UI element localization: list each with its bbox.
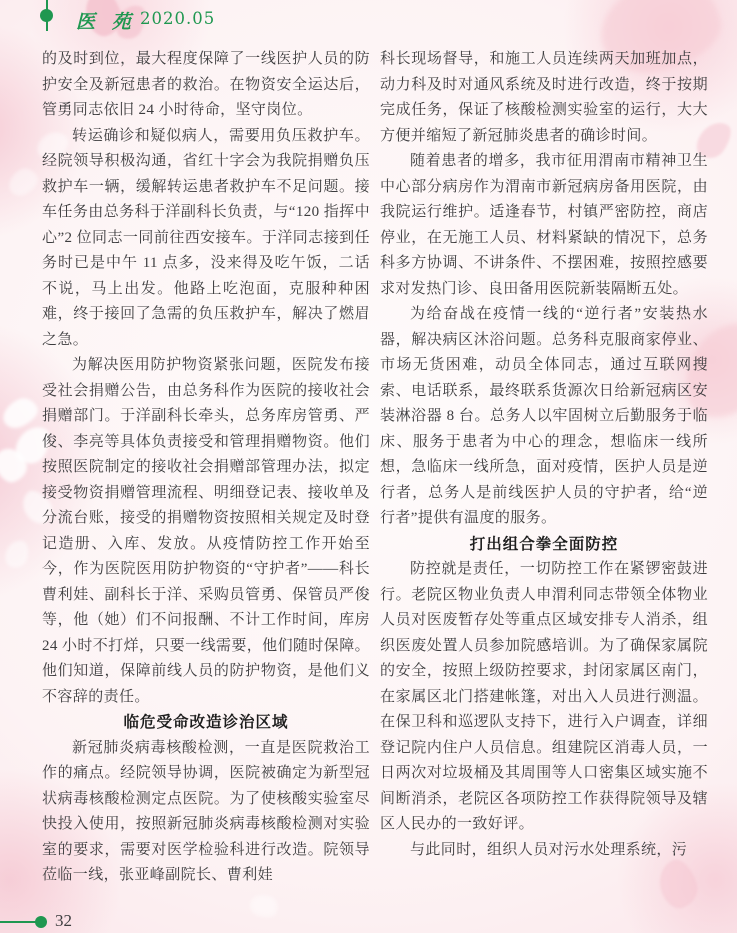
body-paragraph: 与此同时，组织人员对污水处理系统，污 <box>410 841 688 858</box>
green-dot-icon <box>40 9 53 22</box>
body-paragraph: 转运确诊和疑似病人，需要用负压救护车。经院领导积极沟通，省红十字会为我院捐赠负压救护车一辆，缓解转运患者救护车不足问题。接车任务由总务科于洋副科长负责，与“120 指挥中心”2 位同志一同前往西安接车。于洋同志接到任务时已是中午 11 点多，没来得及吃午饭，二话不说，马上出发。他路上吃泡面，克服种种困难，终于接回了急需的负压救护车，解决了燃眉之急。 <box>42 127 370 348</box>
body-paragraph: 新冠肺炎病毒核酸检测，一直是医院救治工作的痛点。经院领导协调，医院被确定为新型冠状病毒核酸检测定点医院。为了使核酸实验室尽快投入使用，按照新冠肺炎病毒核酸检测对实验室的要求，需要对医学检验科进行改造。院领导莅临一线，张亚峰副院长、曹利娃 <box>42 739 370 883</box>
journal-title: 医 苑 <box>76 12 137 33</box>
body-paragraph: 为解决医用防护物资紧张问题，医院发布接受社会捐赠公告，由总务科作为医院的接收社会捐赠部门。于洋副科长牵头，总务库房管勇、严俊、李亮等具体负责接受和管理捐赠物资。他们按照医院制定的接收社会捐赠部管理办法，拟定接受物资捐赠管理流程、明细登记表、接收单及分流台账，接受的捐赠物资按照相关规定及时登记造册、入库、发放。从疫情防控工作开始至今，作为医院医用防护物资的“守护者”——科长曹利娃、副科长于洋、采购员管勇、保管员严俊等，他（她）们不问报酬、不计工作时间，库房 24 小时不打烊，只要一线需要，他们随时保障。他们知道，保障前线人员的防护物资，是他们义不容辞的责任。 <box>42 357 370 705</box>
section-heading: 临危受命改造诊治区域 <box>123 714 289 731</box>
journal-issue: 2020.05 <box>140 9 216 28</box>
page-number: 32 <box>55 911 72 930</box>
petal-decoration <box>4 164 42 200</box>
page-header <box>0 0 737 38</box>
footer-rule <box>0 921 36 923</box>
petal-decoration <box>3 538 31 571</box>
body-paragraph: 为给奋战在疫情一线的“逆行者”安装热水器，解决病区沐浴问题。总务科克服商家停业、市场无货困难，动员全体同志，通过互联网搜索、电话联系，最终联系货源次日给新冠病区安装淋浴器 8 台。总务人以牢固树立后勤服务于临床、服务于患者为中心的理念，想临床一线所想，急临床一线所急，面对疫情，医护人员是逆行者，总务人是前线医护人员的守护者，给“逆行者”提供有温度的服务。 <box>380 306 708 526</box>
article-body <box>42 47 708 891</box>
body-paragraph: 科长现场督导，和施工人员连续两天加班加点，动力科及时对通风系统及时进行改造，终于按期完成任务，保证了核酸检测实验室的运行，大大方便并缩短了新冠肺炎患者的确诊时间。 <box>380 51 708 144</box>
body-paragraph: 防控就是责任，一切防控工作在紧锣密鼓进行。老院区物业负责人申渭利同志带领全体物业人员对医废暂存处等重点区域安排专人消杀，组织医废处置人员参加院感培训。为了确保家属院的安全，按照上级防控要求，封闭家属区南门，在家属区北门搭建帐篷，对出入人员进行测温。在保卫科和巡逻队支持下，进行入户调查，详细登记院内住户人员信息。组建院区消毒人员，一日两次对垃圾桶及其周围等人口密集区域实施不间断消杀，老院区各项防控工作获得院领导及辖区人民办的一致好评。 <box>380 561 708 832</box>
body-paragraph: 的及时到位，最大程度保障了一线医护人员的防护安全及新冠患者的救治。在物资安全运达后，管勇同志依旧 24 小时待命，坚守岗位。 <box>42 51 370 118</box>
section-heading: 打出组合拳全面防控 <box>469 535 619 553</box>
petal-decoration <box>247 891 281 921</box>
right-column <box>380 47 708 891</box>
left-column <box>42 47 370 891</box>
green-dot-icon <box>35 916 47 928</box>
body-paragraph: 随着患者的增多，我市征用渭南市精神卫生中心部分病房作为渭南市新冠病房备用医院，由我院运行维护。适逢春节，村镇严密防控，商店停业，在无施工人员、材料紧缺的情况下，总务科多方协调、不讲条件、不摆困难，按照控感要求对发热门诊、良田备用医院新装隔断五处。 <box>380 153 708 297</box>
